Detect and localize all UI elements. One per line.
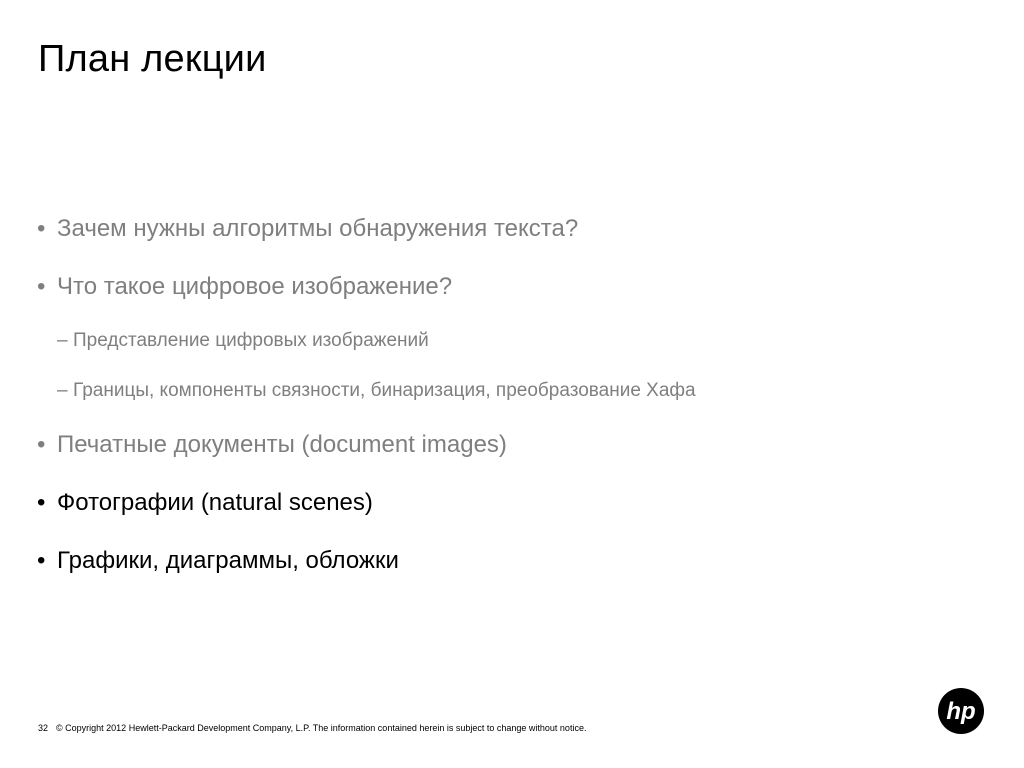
hp-logo-icon (938, 688, 984, 734)
bullet-text: Фотографии (natural scenes) (57, 489, 373, 516)
bullet-item (37, 431, 507, 459)
hp-logo-graphic (938, 688, 984, 734)
bullet-marker: • (37, 547, 46, 574)
dash-marker: – (57, 330, 68, 351)
bullet-text: Зачем нужны алгоритмы обнаружения текста? (57, 215, 579, 242)
bullet-text: Что такое цифровое изображение? (57, 273, 453, 300)
page-number: 32 (38, 723, 49, 733)
bullet-text: Печатные документы (document images) (57, 431, 507, 458)
bullet-item (37, 215, 578, 243)
dash-marker: – (57, 380, 68, 401)
sub-bullet-item (57, 330, 429, 352)
sub-bullet-text: Представление цифровых изображений (73, 330, 429, 351)
sub-bullet-text: Границы, компоненты связности, бинаризация, преобразование Хафа (73, 380, 696, 401)
bullet-marker: • (37, 215, 46, 242)
bullet-item (37, 489, 373, 517)
bullet-text: Графики, диаграммы, обложки (57, 547, 399, 574)
footer (38, 723, 586, 733)
bullet-marker: • (37, 273, 46, 300)
bullet-item (37, 273, 452, 301)
slide-title: План лекции (38, 38, 267, 80)
hp-logo-text: hp (946, 698, 976, 725)
bullet-marker: • (37, 489, 46, 516)
bullet-item (37, 547, 399, 575)
sub-bullet-item (57, 380, 696, 402)
copyright-notice: © Copyright 2012 Hewlett-Packard Development Company, L.P. The information contained herein is subject to change without notice. (56, 723, 587, 733)
bullet-marker: • (37, 431, 46, 458)
